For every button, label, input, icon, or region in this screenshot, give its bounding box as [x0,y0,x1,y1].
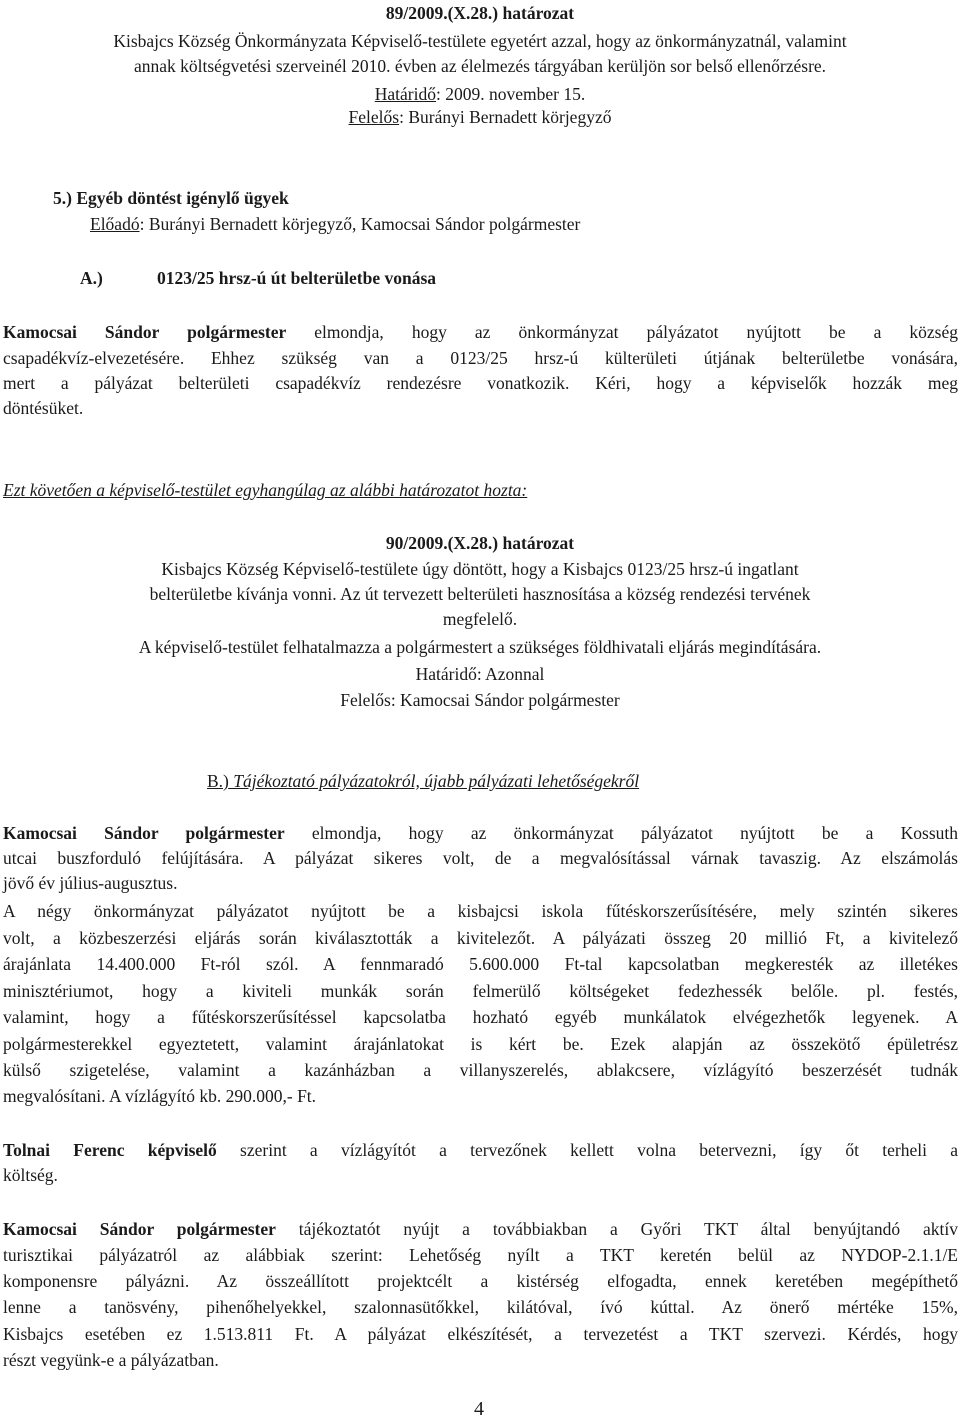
item-a-title: 0123/25 hrsz-ú út belterületbe vonása [157,268,437,288]
item-b-p4-line-4: lenne a tanösvény, pihenőhelyekkel, szalonnasütőkkel, kilátóval, ívó kúttal. Az önerő mértéke 15%, [3,1297,958,1317]
section-5-heading: 5.) Egyéb döntést igénylő ügyek [53,188,289,208]
resolution-90-responsible: Felelős: Kamocsai Sándor polgármester [340,690,620,710]
item-b-p4-line-1: Kamocsai Sándor polgármester tájékoztatót nyújt a továbbiakban a Győri TKT által benyújtandó aktív [3,1219,958,1239]
item-b-p2-line-7: külső szigetelése, valamint a kazánházban a villanyszerelés, ablakcsere, vízlágyító beszerzését tudnák [3,1060,958,1080]
resolution-89-deadline: Határidő: 2009. november 15. [374,84,586,104]
item-a-para-line-1: Kamocsai Sándor polgármester elmondja, hogy az önkormányzat pályázatot nyújtott be a község [3,322,958,342]
item-b-p2-line-2: volt, a közbeszerzési eljárás során kiválasztották a kivitelezőt. A pályázati összeg 20 millió Ft, a kivitelező [3,928,958,948]
resolution-89-responsible: Felelős: Burányi Bernadett körjegyző [348,107,612,127]
item-b-p1-line-2: utcai buszforduló felújítására. A pályázat sikeres volt, de a megvalósítással várnak tavaszig. Az elszámolás [3,848,958,868]
resolution-89-line-1: Kisbajcs Község Önkormányzata Képviselő-testülete egyetért azzal, hogy az önkormányzatnál, valamint [113,31,847,51]
item-b-heading: B.) Tájékoztató pályázatokról, újabb pályázati lehetőségekről [207,771,640,791]
item-b-p1-line-3: jövő év július-augusztus. [3,873,178,893]
item-a-para-line-2: csapadékvíz-elvezetésére. Ehhez szükség van a 0123/25 hrsz-ú külterületi útjának belterületbe vonására, [3,348,958,368]
item-b-p3-line-2: költség. [3,1165,58,1185]
item-b-p2-line-6: polgármesterekkel egyeztetett, valamint árajánlatokat is kért be. Ezek alapján az összekötő épületrész [3,1034,958,1054]
item-a-vote-intro: Ezt követően a képviselő-testület egyhangúlag az alábbi határozatot hozta: [3,480,528,500]
item-b-p4-line-2: turisztikai pályázatról az alábbiak szerint: Lehetőség nyílt a TKT keretén belül az NYDOP-2.1.1/E [3,1245,958,1265]
item-b-p4-line-6: részt vegyünk-e a pályázatban. [3,1350,219,1370]
item-b-p1-line-1: Kamocsai Sándor polgármester elmondja, hogy az önkormányzat pályázatot nyújtott be a Kossuth [3,823,958,843]
item-a-para-line-3: mert a pályázat belterületi csapadékvíz rendezésre vonatkozik. Kéri, hogy a képviselők hozzák meg [3,373,958,393]
resolution-90-line-1: Kisbajcs Község Képviselő-testülete úgy döntött, hogy a Kisbajcs 0123/25 hrsz-ú ingatlant [161,559,799,579]
item-a-label: A.) [80,268,103,288]
item-b-p2-line-1: A négy önkormányzat pályázatot nyújtott be a kisbajcsi iskola fűtéskorszerűsítésére, mely szintén sikeres [3,901,958,921]
item-b-p2-line-4: minisztériumot, hogy a kiviteli munkák során felmerülő költségeket fedezhessék belőle. pl. festés, [3,981,958,1001]
section-5-presenter: Előadó: Burányi Bernadett körjegyző, Kamocsai Sándor polgármester [90,214,581,234]
item-a-para-line-4: döntésüket. [3,398,84,418]
item-b-p4-line-3: komponensre pályázni. Az összeállított projektcélt a kistérség elfogadta, ennek keretében megépíthető [3,1271,958,1291]
resolution-90-title: 90/2009.(X.28.) határozat [385,533,575,553]
resolution-90-deadline: Határidő: Azonnal [415,664,545,684]
item-b-p2-line-5: valamint, hogy a fűtéskorszerűsítéssel kapcsolatba hozható egyéb munkálatok elvégezhetők legyenek. A [3,1007,958,1027]
item-b-p2-line-8: megvalósítani. A vízlágyító kb. 290.000,- Ft. [3,1086,317,1106]
item-b-p4-line-5: Kisbajcs esetében ez 1.513.811 Ft. A pályázat elkészítését, a tervezetést a TKT szervezi. Kérdés, hogy [3,1324,958,1344]
resolution-89-title: 89/2009.(X.28.) határozat [385,3,575,23]
resolution-89-line-2: annak költségvetési szerveinél 2010. évben az élelmezés tárgyában kerüljön sor belső ellenőrzésre. [133,56,827,76]
resolution-90-line-3: megfelelő. [442,609,518,629]
resolution-90-line-4: A képviselő-testület felhatalmazza a polgármestert a szükséges földhivatali eljárás megindítására. [138,637,822,657]
page-number: 4 [474,1398,484,1420]
item-b-p3-line-1: Tolnai Ferenc képviselő szerint a vízlágyítót a tervezőnek kellett volna betervezni, így őt terheli a [3,1140,958,1160]
resolution-90-line-2: belterületbe kívánja vonni. Az út tervezett belterületi hasznosítása a község rendezési tervének [149,584,811,604]
item-b-p2-line-3: árajánlata 14.400.000 Ft-ról szól. A fennmaradó 5.600.000 Ft-tal kapcsolatban megkeresték az illetékes [3,954,958,974]
